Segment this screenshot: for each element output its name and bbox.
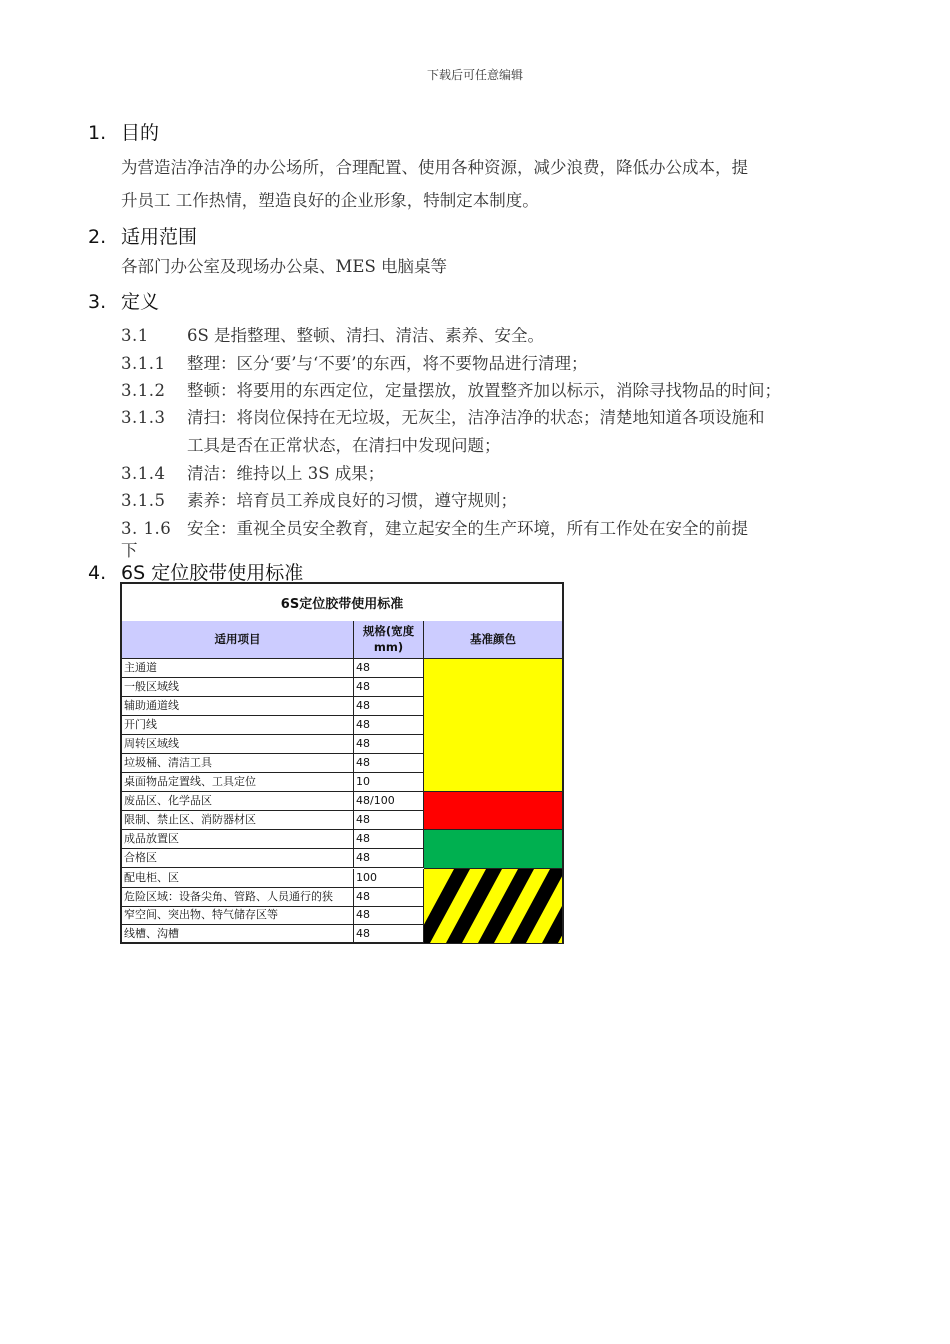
header-spec xyxy=(354,621,424,659)
yellow-swatch xyxy=(424,659,562,792)
table-row xyxy=(122,925,424,944)
cell-spec: 48 xyxy=(354,754,424,772)
cell-item: 成品放置区 xyxy=(122,830,354,848)
definition-item xyxy=(121,377,781,401)
table-row xyxy=(122,888,424,907)
definition-item xyxy=(121,515,748,539)
scope-text: 各部门办公室及现场办公桌、MES 电脑桌等 xyxy=(121,257,447,276)
definition-number: 3.1 xyxy=(121,326,149,345)
definition-number: 3.1.3 xyxy=(121,408,166,427)
definition-item xyxy=(121,404,765,428)
cell-spec: 48 xyxy=(354,735,424,753)
table-row xyxy=(122,811,424,830)
header-item: 适用项目 xyxy=(122,621,354,659)
cell-item: 限制、禁止区、消防器材区 xyxy=(122,811,354,829)
section-number: 4. xyxy=(88,562,107,584)
cell-spec: 48 xyxy=(354,678,424,696)
purpose-line-1: 为营造洁净洁净的办公场所，合理配置、使用各种资源，减少浪费，降低办公成本，提 xyxy=(121,158,748,177)
table-row xyxy=(122,735,424,754)
definition-text: 整理：区分‘要’与‘不要’的东西，将不要物品进行清理； xyxy=(187,354,588,373)
purpose-line-2: 升员工 工作热情，塑造良好的企业形象，特制定本制度。 xyxy=(121,191,539,210)
cell-item: 合格区 xyxy=(122,849,354,867)
cell-item: 辅助通道线 xyxy=(122,697,354,715)
definition-item xyxy=(121,487,517,511)
cell-spec: 48 xyxy=(354,659,424,677)
definition-text: 清扫：将岗位保持在无垃圾，无灰尘，洁净洁净的状态；清楚地知道各项设施和 xyxy=(187,408,765,427)
table-row xyxy=(122,754,424,773)
cell-spec: 48 xyxy=(354,697,424,715)
definition-text: 清洁：维持以上 3S 成果； xyxy=(187,464,385,483)
cell-item: 垃圾桶、清洁工具 xyxy=(122,754,354,772)
section-title: 目的 xyxy=(121,122,160,144)
section-title: 适用范围 xyxy=(121,226,198,248)
cell-spec: 10 xyxy=(354,773,424,791)
definition-text: 6S 是指整理、整顿、清扫、清洁、素养、安全。 xyxy=(187,326,545,345)
tape-standard-table xyxy=(120,582,564,944)
green-swatch xyxy=(424,830,562,869)
table-row xyxy=(122,906,424,925)
cell-item: 桌面物品定置线、工具定位 xyxy=(122,773,354,791)
cell-item: 危险区域：设备尖角、管路、人员通行的狭 xyxy=(122,888,354,906)
header-note: 下载后可任意编辑 xyxy=(426,68,523,82)
definition-text: 下 xyxy=(121,541,138,560)
definition-number: 3. 1.6 xyxy=(121,519,172,538)
table-row xyxy=(122,659,424,678)
cell-item: 废品区、化学品区 xyxy=(122,792,354,810)
cell-spec: 48 xyxy=(354,888,424,906)
cell-item: 主通道 xyxy=(122,659,354,677)
definition-text: 素养：培育员工养成良好的习惯，遵守规则； xyxy=(187,491,517,510)
definition-number: 3.1.4 xyxy=(121,464,166,483)
section-number: 3. xyxy=(88,291,107,313)
definition-item xyxy=(121,350,587,374)
cell-item: 配电柜、区 xyxy=(122,869,354,887)
definition-text: 安全：重视全员安全教育，建立起安全的生产环境，所有工作处在安全的前提 xyxy=(187,519,748,538)
cell-item: 周转区域线 xyxy=(122,735,354,753)
cell-spec: 48 xyxy=(354,830,424,848)
red-swatch xyxy=(424,792,562,830)
cell-spec: 48 xyxy=(354,716,424,734)
table-row xyxy=(122,697,424,716)
section-title: 定义 xyxy=(121,291,160,313)
header-color: 基准颜色 xyxy=(424,621,562,659)
definition-number: 3.1.1 xyxy=(121,354,166,373)
definition-item-continued xyxy=(121,432,501,456)
hazard-stripe-icon xyxy=(424,869,562,943)
section-number: 1. xyxy=(88,122,107,144)
header-spec-label: 规格(宽度mm) xyxy=(362,623,415,654)
cell-spec: 48/100 xyxy=(354,792,424,810)
hazard-stripe-swatch xyxy=(424,869,562,943)
table-row xyxy=(122,792,424,811)
section-heading-purpose xyxy=(88,118,159,145)
definition-item xyxy=(121,322,544,346)
section-heading-tape-standard xyxy=(88,558,303,585)
table-row xyxy=(122,830,424,849)
section-title: 6S 定位胶带使用标准 xyxy=(121,562,304,584)
section-heading-scope xyxy=(88,222,197,249)
cell-spec: 48 xyxy=(354,906,424,924)
table-row xyxy=(122,773,424,792)
cell-spec: 48 xyxy=(354,849,424,867)
cell-item: 窄空间、突出物、特气储存区等 xyxy=(122,906,354,924)
cell-item: 一般区域线 xyxy=(122,678,354,696)
definition-text: 工具是否在正常状态，在清扫中发现问题； xyxy=(187,436,501,455)
cell-item: 开门线 xyxy=(122,716,354,734)
cell-spec: 100 xyxy=(354,869,424,887)
table-title: 6S定位胶带使用标准 xyxy=(122,584,562,622)
table-row xyxy=(122,678,424,697)
definition-number: 3.1.2 xyxy=(121,381,166,400)
section-heading-definitions xyxy=(88,287,159,314)
definition-text: 整顿：将要用的东西定位，定量摆放，放置整齐加以标示，消除寻找物品的时间； xyxy=(187,381,781,400)
definition-item xyxy=(121,460,384,484)
cell-spec: 48 xyxy=(354,925,424,943)
table-row xyxy=(122,869,424,888)
definition-number: 3.1.5 xyxy=(121,491,166,510)
cell-item: 线槽、沟槽 xyxy=(122,925,354,943)
table-row xyxy=(122,716,424,735)
cell-spec: 48 xyxy=(354,811,424,829)
table-row xyxy=(122,849,424,868)
section-number: 2. xyxy=(88,226,107,248)
